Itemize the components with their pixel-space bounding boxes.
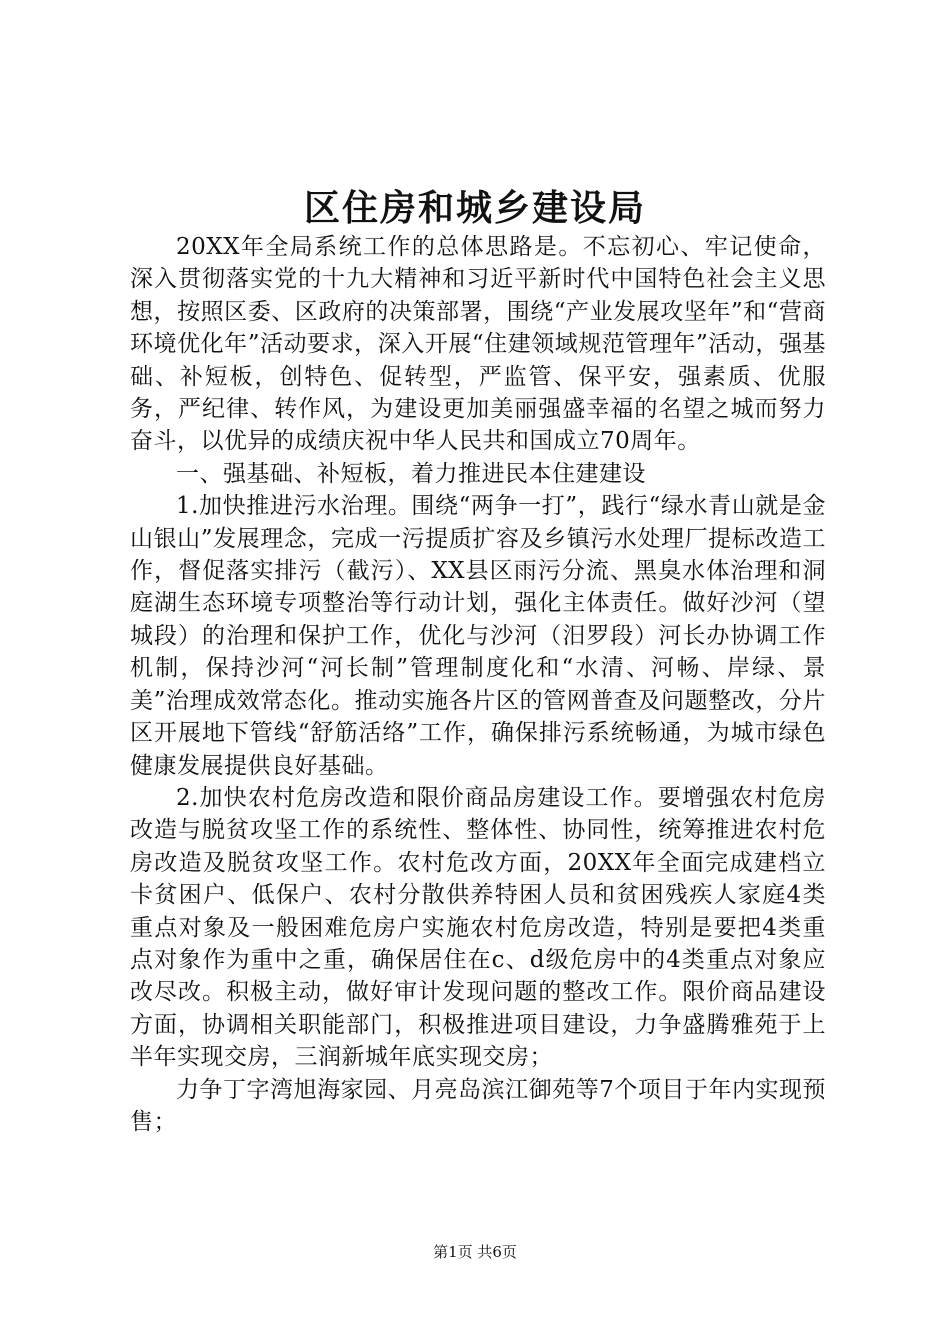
document-body [130,231,826,1138]
paragraph-presale: 力争丁字湾旭海家园、月亮岛滨江御苑等7个项目于年内实现预售； [130,1076,826,1135]
section-heading: 一、强基础、补短板，着力推进民本住建建设 [176,460,646,487]
paragraph-overview: 20XX年全局系统工作的总体思路是。不忘初心、牢记使命，深入贯彻落实党的十九大精神和习近平新时代中国特色社会主义思想，按照区委、区政府的决策部署，围绕“产业发展攻坚年”和“营商环境优化年”活动要求，深入开展“住建领域规范管理年”活动，强基础、补短板，创特色、促转型，严监管、保平安，强素质、优服务，严纪律、转作风，为建设更加美丽强盛幸福的名望之城而努力奋斗，以优异的成绩庆祝中华人民共和国成立70周年。 [130,234,826,455]
document-title: 区住房和城乡建设局 [303,187,646,229]
paragraph-sewage: 1.加快推进污水治理。围绕“两争一打”，践行“绿水青山就是金山银山”发展理念，完成一污提质扩容及乡镇污水处理厂提标改造工作，督促落实排污（截污）、XX县区雨污分流、黑臭水体治理和洞庭湖生态环境专项整治等行动计划，强化主体责任。做好沙河（望城段）的治理和保护工作，优化与沙河（汨罗段）河长办协调工作机制，保持沙河“河长制”管理制度化和“水清、河畅、岸绿、景美”治理成效常态化。推动实施各片区的管网普查及问题整改，分片区开展地下管线“舒筋活络”工作，确保排污系统畅通，为城市绿色健康发展提供良好基础。 [130,493,826,779]
paragraph-housing: 2.加快农村危房改造和限价商品房建设工作。要增强农村危房改造与脱贫攻坚工作的系统性、整体性、协同性，统筹推进农村危房改造及脱贫攻坚工作。农村危改方面，20XX年全面完成建档立卡贫困户、低保户、农村分散供养特困人员和贫困残疾人家庭4类重点对象及一般困难危房户实施农村危房改造，特别是要把4类重点对象作为重中之重，确保居住在c、d级危房中的4类重点对象应改尽改。积极主动，做好审计发现问题的整改工作。限价商品建设方面，协调相关职能部门，积极推进项目建设，力争盛腾雅苑于上半年实现交房，三润新城年底实现交房； [130,784,826,1071]
page-number: 第1页 共6页 [433,1243,517,1261]
